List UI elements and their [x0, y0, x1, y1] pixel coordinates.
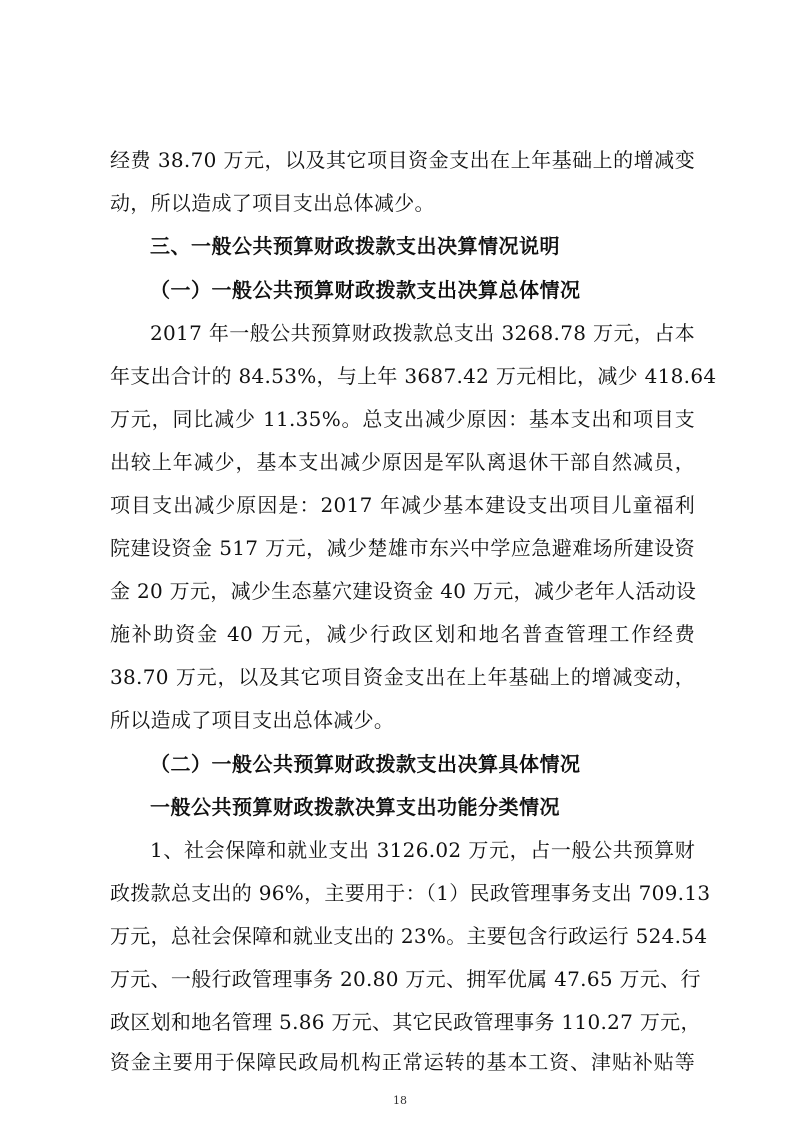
paragraph-line: 万元，总社会保障和就业支出的 23%。主要包含行政运行 524.54 [110, 924, 708, 948]
paragraph-line: 政拨款总支出的 96%，主要用于：（1）民政管理事务支出 709.13 [110, 881, 711, 905]
page-number: 18 [393, 1094, 407, 1107]
subsection-heading: （一）一般公共预算财政拨款支出决算总体情况 [150, 278, 581, 302]
subsection-heading: （二）一般公共预算财政拨款支出决算具体情况 [150, 752, 581, 776]
paragraph-line: 万元，同比减少 11.35%。总支出减少原因：基本支出和项目支 [110, 407, 695, 431]
paragraph-line: 政区划和地名管理 5.86 万元、其它民政管理事务 110.27 万元， [110, 1010, 701, 1034]
paragraph-line: 38.70 万元，以及其它项目资金支出在上年基础上的增减变动， [110, 665, 695, 689]
paragraph-line: 动，所以造成了项目支出总体减少。 [110, 191, 435, 215]
section-heading: 三、一般公共预算财政拨款支出决算情况说明 [150, 234, 560, 258]
paragraph-line: 施补助资金 40 万元，减少行政区划和地名普查管理工作经费 [110, 622, 695, 646]
paragraph-line: 出较上年减少，基本支出减少原因是军队离退休干部自然减员， [110, 450, 695, 474]
paragraph-line: 院建设资金 517 万元，减少楚雄市东兴中学应急避难场所建设资 [110, 536, 695, 560]
paragraph-line: 1、社会保障和就业支出 3126.02 万元，占一般公共预算财 [150, 838, 695, 862]
paragraph-line: 金 20 万元，减少生态墓穴建设资金 40 万元，减少老年人活动设 [110, 579, 697, 603]
paragraph-line: 经费 38.70 万元，以及其它项目资金支出在上年基础上的增减变 [110, 148, 695, 172]
paragraph-line: 年支出合计的 84.53%，与上年 3687.42 万元相比，减少 418.64 [110, 364, 717, 388]
paragraph-line: 所以造成了项目支出总体减少。 [110, 708, 395, 732]
subheading: 一般公共预算财政拨款决算支出功能分类情况 [150, 795, 560, 819]
paragraph-line: 资金主要用于保障民政局机构正常运转的基本工资、津贴补贴等 [110, 1050, 695, 1074]
paragraph-line: 2017 年一般公共预算财政拨款总支出 3268.78 万元，占本 [150, 321, 695, 345]
paragraph-line: 项目支出减少原因是：2017 年减少基本建设支出项目儿童福利 [110, 493, 695, 517]
paragraph-line: 万元、一般行政管理事务 20.80 万元、拥军优属 47.65 万元、行 [110, 967, 701, 991]
